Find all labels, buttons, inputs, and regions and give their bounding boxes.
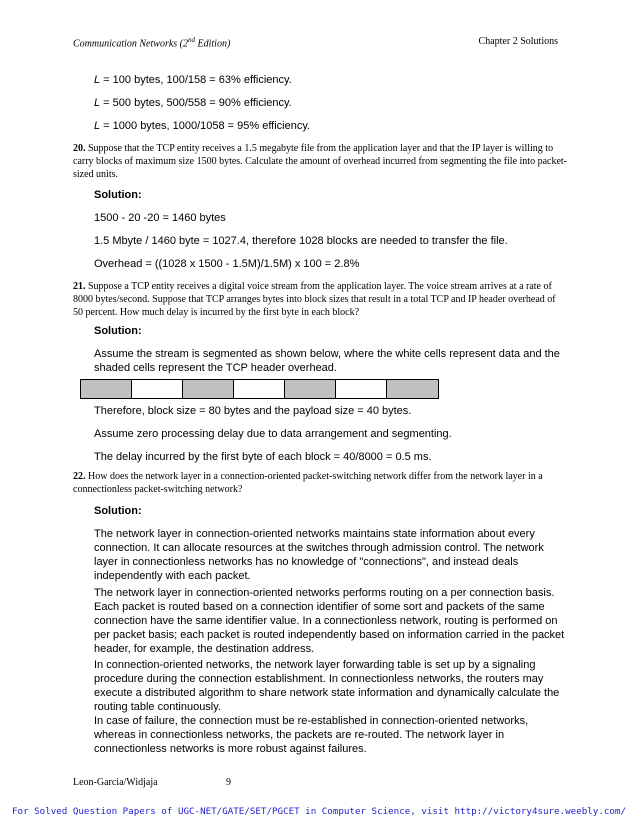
segment-diagram bbox=[80, 379, 439, 399]
solution-label-20: Solution: bbox=[94, 189, 142, 201]
efficiency-line-2: L = 500 bytes, 500/558 = 90% efficiency. bbox=[94, 97, 292, 109]
footer-authors: Leon-Garcia/Widjaja bbox=[73, 777, 158, 788]
header-title: Communication Networks (2nd Edition) bbox=[73, 36, 231, 50]
efficiency-line-3: L = 1000 bytes, 1000/1058 = 95% efficiency. bbox=[94, 120, 311, 132]
q21-line-2: Assume zero processing delay due to data arrangement and segmenting. bbox=[94, 428, 452, 440]
solution-label-22: Solution: bbox=[94, 505, 142, 517]
header-chapter: Chapter 2 Solutions bbox=[478, 36, 558, 47]
q21-intro: Assume the stream is segmented as shown below, where the white cells represent data and the shaded cells represent the TCP header overhead. bbox=[94, 348, 560, 374]
q20-line-3: Overhead = ((1028 x 1500 - 1.5M)/1.5M) x 100 = 2.8% bbox=[94, 258, 360, 270]
q22-paragraph-4: In case of failure, the connection must be re-established in connection-oriented networks, whereas in connectionless networks, the packets are re-routed. The network layer in connectionless networks is more robust against failures. bbox=[94, 715, 529, 755]
page-number: 9 bbox=[226, 777, 231, 788]
q21-line-1: Therefore, block size = 80 bytes and the payload size = 40 bytes. bbox=[94, 405, 412, 417]
q22-paragraph-2: The network layer in connection-oriented networks performs routing on a per connection basis. Each packet is routed based on a connection identifier of some sort and packets of the same connection have the same identifier value. In a connectionless network, routing is performed on per packet basis; each packet is routed independently based on information carried in the packet header, for example, the destination address. bbox=[94, 587, 565, 655]
question-number: 20. bbox=[73, 143, 86, 154]
q22-paragraph-3: In connection-oriented networks, the network layer forwarding table is set up by a signaling procedure during the connection establishment. In connectionless networks, the routers may execute a distributed algorithm to share network state information and dynamically calculate the routing table continuously. bbox=[94, 659, 560, 713]
question-number: 21. bbox=[73, 281, 86, 292]
segment-cell-header bbox=[285, 380, 336, 398]
q22-paragraph-1: The network layer in connection-oriented networks maintains state information about every connection. It can allocate resources at the switches through admission control. The network layer in connectionless networks has no knowledge of "connections", and instead deals independently with each packet. bbox=[94, 528, 544, 582]
q21-line-3: The delay incurred by the first byte of each block = 40/8000 = 0.5 ms. bbox=[94, 451, 432, 463]
q20-line-2: 1.5 Mbyte / 1460 byte = 1027.4, therefore 1028 blocks are needed to transfer the file. bbox=[94, 235, 508, 247]
header-title-superscript: nd bbox=[188, 36, 195, 44]
q20-line-1: 1500 - 20 -20 = 1460 bytes bbox=[94, 212, 226, 224]
segment-cell-header bbox=[183, 380, 234, 398]
segment-cell-header bbox=[387, 380, 438, 398]
segment-cell-data bbox=[234, 380, 285, 398]
efficiency-line-1: L = 100 bytes, 100/158 = 63% efficiency. bbox=[94, 74, 292, 86]
question-number: 22. bbox=[73, 471, 86, 482]
segment-cell-header bbox=[81, 380, 132, 398]
promo-link[interactable]: For Solved Question Papers of UGC-NET/GATE/SET/PGCET in Computer Science, visit http://victory4sure.weebly.com/ bbox=[12, 806, 626, 817]
solution-label-21: Solution: bbox=[94, 325, 142, 337]
segment-cell-data bbox=[132, 380, 183, 398]
segment-cell-data bbox=[336, 380, 387, 398]
question-22: 22. How does the network layer in a connection-oriented packet-switching network differ from the network layer in a connectionless packet-switching network? bbox=[73, 471, 543, 495]
question-20: 20. Suppose that the TCP entity receives a 1.5 megabyte file from the application layer and that the IP layer is willing to carry blocks of maximum size 1500 bytes. Calculate the amount of overhead incurred from segmenting the file into packet-sized units. bbox=[73, 143, 568, 180]
question-21: 21. Suppose a TCP entity receives a digital voice stream from the application layer. The voice stream arrives at a rate of 8000 bytes/second. Suppose that TCP arranges bytes into block sizes that result in a total TCP and IP header overhead of 50 percent. How much delay is incurred by the first byte in each block? bbox=[73, 281, 556, 318]
